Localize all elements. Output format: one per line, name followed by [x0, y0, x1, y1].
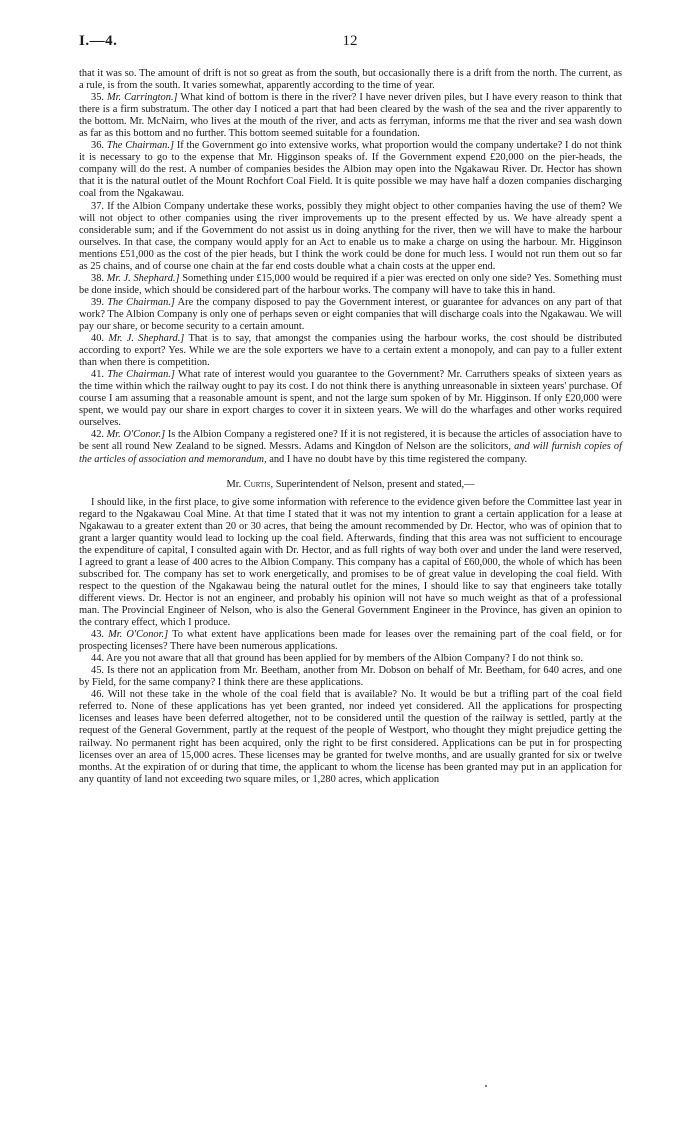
paragraph-continuation: that it was so. The amount of drift is not so great as from the south, but occasionally there is a drift from the north. The current, as a rule, is from the south. It varies somewhat, apparently according to the time of year.	[79, 68, 622, 92]
question-44: 44. Are you not aware that all that ground has been applied for by members of the Albion Company? I do not think so.	[91, 653, 584, 665]
witness-name: Curtis	[243, 478, 271, 490]
question-42: 42. Mr. O'Conor.] Is the Albion Company a registered one? If it is not registered, it is because the articles of association have to be sent all round New Zealand to be signed. Messrs. Adams and Kingdon of Nelson are the solicitors, and will furnish copies of the articles of association and memorandum, and I have no doubt have by this time registered the company.	[79, 429, 622, 465]
document-reference: I.—4.	[79, 33, 118, 49]
page-number: 12	[342, 33, 358, 49]
page-header	[79, 33, 621, 53]
question-40: 40. Mr. J. Shephard.] That is to say, that amongst the companies using the harbour works, the cost should be distributed according to export? Yes. While we are the sole exporters we have to a certain extent a monopoly, and can pay to a fuller extent than when there is competition.	[79, 333, 622, 369]
body-text	[79, 68, 622, 786]
question-35: 35. Mr. Carrington.] What kind of bottom is there in the river? I have never driven piles, but I have every reason to think that there is a firm substratum. The other day I noticed a part that had been cleared by the wash of the sea and the river apparently to the bottom. Mr. McNairn, who lives at the mouth of the river, and acts as ferryman, informs me that the river and sea wash down as far as this bottom and no further. This bottom seemed suitable for a foundation.	[79, 92, 622, 140]
question-39: 39. The Chairman.] Are the company disposed to pay the Government interest, or guarantee for advances on any part of that work? The Albion Company is only one of perhaps seven or eight companies that will discharge coals into the Ngakawau. We will pay our share, or become security to a certain amount.	[79, 296, 622, 332]
question-43: 43. Mr. O'Conor.] To what extent have applications been made for leases over the remaining part of the coal field, or for prospecting licenses? There have been numerous applications.	[79, 629, 622, 653]
witness-heading: Mr. Curtis, Superintendent of Nelson, present and stated,—	[226, 478, 475, 490]
witness-statement: I should like, in the first place, to give some information with reference to the evidence given before the Committee last year in regard to the Ngakawau Coal Mine. At that time I stated that it was not my intention to grant a certain application for a lease at Ngakawau to a greater extent than 20 or 30 acres, that being the amount recommended by Dr. Hector, who was of opinion that to grant a larger quantity would lead to locking up the coal field. Afterwards, finding that this area was not sufficient to encourage the expenditure of capital, I consulted again with Dr. Hector, and as full rights of way both over and under the land were reserved, I agreed to grant a lease of 400 acres to the Albion Company. This company has a capital of £60,000, the whole of which has been subscribed for. The company has set to work energetically, and promises to be of great value in developing the coal field. With respect to the question of the Ngakawau being the natural outlet for the mines, I should like to say that engineers take totally different views. Dr. Hector is not an engineer, and probably his opinion will not have so much weight as that of a professional man. The Provincial Engineer of Nelson, who is also the General Government Engineer in the Province, has given an opinion to the contrary effect, which I produce.	[79, 496, 622, 629]
question-45: 45. Is there not an application from Mr. Beetham, another from Mr. Dobson on behalf of Mr. Beetham, for 640 acres, and one by Field, for the same company? I think there are these applications.	[79, 665, 623, 689]
print-speck	[485, 1085, 487, 1087]
question-46: 46. Will not these take in the whole of the coal field that is available? No. It would be but a trifling part of the coal field referred to. None of these applications has yet been granted, nor indeed yet considered. All the applications for prospecting licenses and leases have been deferred altogether, not to be considered until the question of the railway is settled, partly at the request of the General Government, partly at the request of the people of Westport, who thought they might prejudice getting the railway. No permanent right has been acquired, only the right to be first considered. Applications can be put in for prospecting licenses over an area of 15,000 acres. These licenses may be granted for twelve months, and are usually granted for six or twelve months. At the expiration of or during that time, the applicant to whom the license has been granted may put in an application for any quantity of land not exceeding two square miles, or 1,280 acres, which application	[79, 689, 622, 785]
question-41: 41. The Chairman.] What rate of interest would you guarantee to the Government? Mr. Carruthers speaks of sixteen years as the time within which the railway ought to pay its cost. I do not think there is anything unreasonable in sixteen years' purchase. Of course I am assuming that a reasonable amount is spent, and not the large sum spoken of by Mr. Higginson. If only £20,000 were spent, we would pay our share in export charges to cover it in sixteen years. We will do the wharfages and other works required ourselves.	[79, 369, 622, 429]
question-36: 36. The Chairman.] If the Government go into extensive works, what proportion would the company undertake? I do not think it is necessary to go to the expense that Mr. Higginson speaks of. If the Government expend £20,000 on the pier-heads, the company will do the rest. A number of companies besides the Albion may open into the Ngakawau River. Dr. Hector has shown that it is the natural outlet of the Mount Rochfort Coal Field. It is quite possible we may have half a dozen companies discharging coal from the Ngakawau.	[79, 140, 622, 200]
question-38: 38. Mr. J. Shephard.] Something under £15,000 would be required if a pier was erected on only one side? Yes. Something must be done inside, which should be considered part of the harbour works. The company will have to take this in hand.	[79, 272, 622, 296]
question-37: 37. If the Albion Company undertake these works, possibly they might object to other companies having the use of them? We will not object to other companies using the river improvements up to the present effected by us. We have already spent a considerable sum; and if the Government do not assist us in doing anything for the river, then we will have to make the harbour ourselves. In that case, the company would apply for an Act to enable us to make a charge on using the harbour. Mr. Higginson mentions £51,000 as the cost of the pier heads, but I think the work could be done for much less. I would not run them out so far as 25 chains, and of course one chain at the far end costs double what a chain costs at the upper end.	[79, 200, 622, 272]
